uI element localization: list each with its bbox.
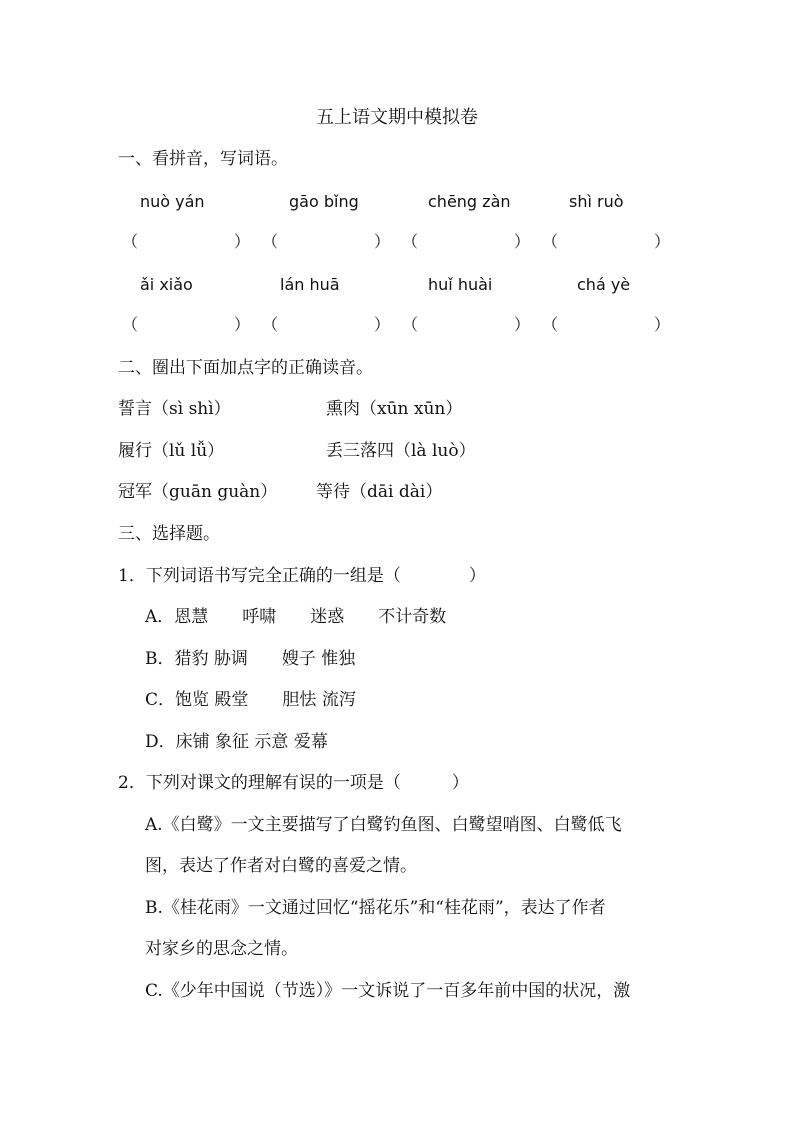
question-2-stem: 2．下列对课文的理解有误的一项是（ ） (118, 773, 469, 793)
reading-item: 丢三落四（là luò） (326, 441, 476, 461)
page-title: 五上语文期中模拟卷 (316, 107, 478, 128)
section2-heading: 二、圈出下面加点字的正确读音。 (118, 358, 373, 378)
reading-item: 誓言（sì shì） (118, 399, 231, 419)
section1-heading: 一、看拼音，写词语。 (118, 149, 288, 169)
reading-item: 等待（dāi dài） (316, 482, 443, 502)
question-1-stem: 1．下列词语书写完全正确的一组是（ ） (118, 566, 486, 586)
question-2-option-b-cont: 对家乡的思念之情。 (145, 939, 298, 959)
pinyin-item: shì ruò (569, 192, 624, 211)
pinyin-item: lán huā (280, 275, 340, 294)
pinyin-item: huǐ huài (428, 275, 493, 294)
question-1-option-c[interactable]: C．饱览 殿堂 胆怯 流泻 (145, 690, 356, 710)
pinyin-item: nuò yán (140, 192, 205, 211)
reading-item: 熏肉（xūn xūn） (326, 399, 463, 419)
question-1-option-a[interactable]: A．恩慧 呼啸 迷惑 不计奇数 (145, 607, 447, 627)
reading-item: 履行（lǔ lǚ） (118, 441, 225, 461)
reading-item: 冠军（guān guàn） (118, 482, 278, 502)
question-2-option-b[interactable]: B.《桂花雨》一文通过回忆“摇花乐”和“桂花雨”，表达了作者 (145, 898, 606, 918)
pinyin-item: chá yè (577, 275, 631, 294)
pinyin-item: ǎi xiǎo (140, 275, 193, 294)
section3-heading: 三、选择题。 (118, 524, 220, 544)
question-2-option-a-cont: 图，表达了作者对白鹭的喜爱之情。 (145, 856, 417, 876)
pinyin-item: chēng zàn (428, 192, 511, 211)
question-1-option-b[interactable]: B．猎豹 胁调 嫂子 惟独 (145, 649, 356, 669)
question-2-option-c[interactable]: C.《少年中国说（节选）》一文诉说了一百多年前中国的状况，激 (145, 981, 631, 1001)
pinyin-item: gāo bǐng (289, 192, 359, 211)
question-2-option-a[interactable]: A.《白鹭》一文主要描写了白鹭钓鱼图、白鹭望哨图、白鹭低飞 (145, 815, 622, 835)
question-1-option-d[interactable]: D．床铺 象征 示意 爱幕 (145, 732, 328, 752)
exam-page: 五上语文期中模拟卷 一、看拼音，写词语。 nuò yán gāo bǐng chēng zàn shì ruò （ ） （ ） （ ） （ ） ǎi xiǎo lán huā huǐ huài chá yè （ ） （ ） （ ） （ ） 二、圈出下面加点字的正确读音。 誓言（sì shì） 熏肉（xūn xūn） 履行（lǔ lǚ） 丢三落四（là luò） 冠军（guān guàn） 等待（dāi dài） 三、选择题。 1．下列词语书写完全正确的一组是（ ） A．恩慧 呼啸 迷惑 不计奇数 B．猎豹 胁调 嫂子 惟独 C．饱览 殿堂 胆怯 流泻 D．床铺 象征 示意 爱幕 2．下列对课文的理解有误的一项是（ ） A.《白鹭》一文主要描写了白鹭钓鱼图、白鹭望哨图、白鹭低飞 图，表达了作者对白鹭的喜爱之情。 B.《桂花雨》一文通过回忆“摇花乐”和“桂花雨”，表达了作者 对家乡的思念之情。 C.《少年中国说（节选）》一文诉说了一百多年前中国的状况，激 (0, 0, 794, 1123)
